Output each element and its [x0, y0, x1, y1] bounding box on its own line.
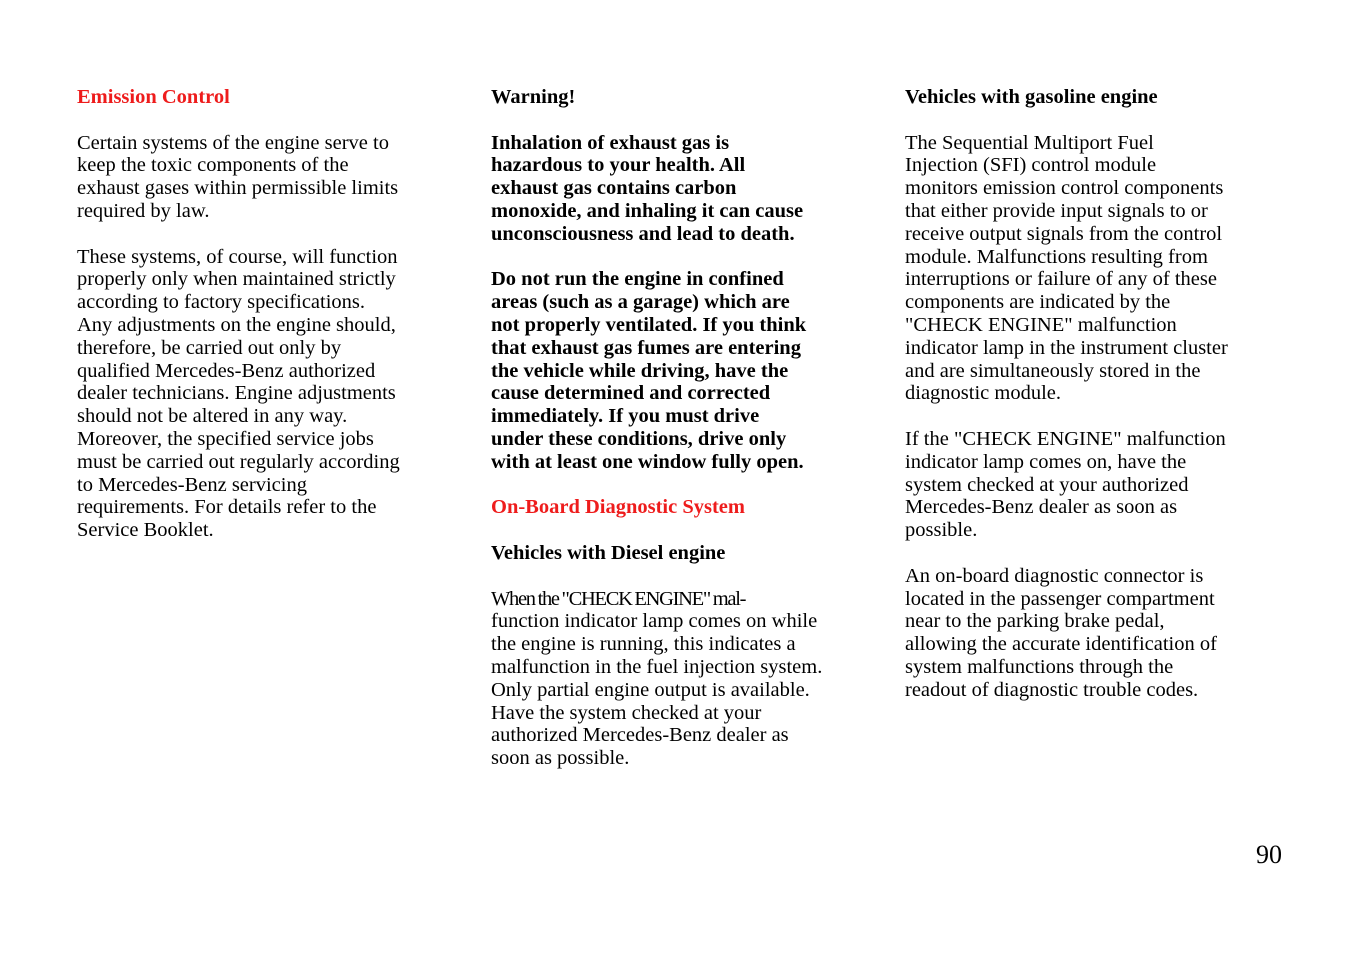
spacer: [77, 223, 449, 246]
column-emission-control: [77, 86, 449, 542]
text-line: dealer technicians. Engine adjustments: [77, 382, 396, 405]
sub-heading-gasoline-engine: Vehicles with gasoline engine: [905, 86, 1158, 108]
text-line: therefore, be carried out only by: [77, 336, 342, 359]
text-line: not properly ventilated. If you think: [491, 313, 807, 336]
text-line: monitors emission control components: [905, 177, 1224, 200]
text-line: located in the passenger compartment: [905, 587, 1215, 610]
text-line: hazardous to your health. All: [491, 154, 746, 177]
paragraph-check-engine-lamp: [905, 428, 1285, 542]
text-line: to Mercedes-Benz servicing: [77, 473, 307, 496]
warning-paragraph-confined-areas: [491, 268, 863, 473]
text-line: properly only when maintained strictly: [77, 268, 396, 291]
paragraph-sfi-module: [905, 132, 1285, 406]
spacer: [77, 109, 449, 132]
text-line: authorized Mercedes-Benz dealer as: [491, 724, 789, 747]
text-line: Do not run the engine in confined: [491, 268, 784, 291]
section-heading-on-board-diagnostic: On-Board Diagnostic System: [491, 496, 745, 519]
text-line: Inhalation of exhaust gas is: [491, 131, 730, 154]
text-line: Have the system checked at your: [491, 701, 762, 724]
text-line: monoxide, and inhaling it can cause: [491, 199, 804, 222]
text-line: required by law.: [77, 199, 210, 222]
paragraph-diesel-check-engine: [491, 588, 863, 770]
text-line: exhaust gases within permissible limits: [77, 177, 399, 200]
text-line: soon as possible.: [491, 747, 630, 770]
text-line: diagnostic module.: [905, 382, 1062, 405]
paragraph-emission-intro: [77, 132, 449, 223]
text-line: The Sequential Multiport Fuel: [905, 131, 1154, 154]
warning-paragraph-inhalation: [491, 132, 863, 246]
text-line: components are indicated by the: [905, 291, 1171, 314]
column-warning-diagnostic: [491, 86, 863, 770]
text-line: interruptions or failure of any of these: [905, 268, 1217, 291]
text-line: Only partial engine output is available.: [491, 678, 810, 701]
text-line: must be carried out regularly according: [77, 450, 400, 473]
spacer: [905, 405, 1285, 428]
text-line: that either provide input signals to or: [905, 199, 1208, 222]
spacer: [491, 565, 863, 588]
spacer: [905, 109, 1285, 132]
text-line: under these conditions, drive only: [491, 427, 787, 450]
text-line: immediately. If you must drive: [491, 405, 760, 428]
text-line: requirements. For details refer to the: [77, 496, 377, 519]
text-line: and are simultaneously stored in the: [905, 359, 1201, 382]
text-line: Certain systems of the engine serve to: [77, 131, 389, 154]
spacer: [491, 519, 863, 542]
text-line: Service Booklet.: [77, 519, 214, 542]
text-line: exhaust gas contains carbon: [491, 177, 737, 200]
paragraph-diagnostic-connector: [905, 565, 1285, 702]
spacer: [491, 474, 863, 497]
text-line: module. Malfunctions resulting from: [905, 245, 1208, 268]
paragraph-emission-maintenance: [77, 246, 449, 542]
text-line: Mercedes-Benz dealer as soon as: [905, 496, 1178, 519]
text-line: An on-board diagnostic connector is: [905, 564, 1204, 587]
text-line: "CHECK ENGINE" malfunction: [905, 313, 1177, 336]
text-line: areas (such as a garage) which are: [491, 291, 790, 314]
text-line: When the "CHECK ENGINE" mal-: [491, 587, 746, 610]
text-line: cause determined and corrected: [491, 382, 771, 405]
spacer: [491, 109, 863, 132]
text-line: with at least one window fully open.: [491, 450, 804, 473]
page-number: 90: [1256, 840, 1282, 869]
text-line: system checked at your authorized: [905, 473, 1189, 496]
text-line: allowing the accurate identification of: [905, 633, 1217, 656]
text-line: indicator lamp in the instrument cluster: [905, 336, 1228, 359]
text-line: Any adjustments on the engine should,: [77, 313, 396, 336]
text-line: readout of diagnostic trouble codes.: [905, 678, 1199, 701]
column-gasoline-engine: [905, 86, 1285, 702]
text-line: keep the toxic components of the: [77, 154, 349, 177]
text-line: that exhaust gas fumes are entering: [491, 336, 801, 359]
text-line: Injection (SFI) control module: [905, 154, 1157, 177]
section-heading-emission-control: Emission Control: [77, 86, 230, 108]
text-line: should not be altered in any way.: [77, 405, 348, 428]
spacer: [491, 246, 863, 269]
text-line: the vehicle while driving, have the: [491, 359, 789, 382]
sub-heading-diesel-engine: Vehicles with Diesel engine: [491, 541, 726, 564]
text-line: the engine is running, this indicates a: [491, 633, 796, 656]
text-line: system malfunctions through the: [905, 655, 1174, 678]
text-line: malfunction in the fuel injection system.: [491, 655, 823, 678]
spacer: [905, 542, 1285, 565]
text-line: possible.: [905, 519, 978, 542]
text-line: These systems, of course, will function: [77, 245, 398, 268]
text-line: function indicator lamp comes on while: [491, 610, 818, 633]
warning-heading: Warning!: [491, 86, 576, 108]
text-line: according to factory specifications.: [77, 291, 366, 314]
text-line: qualified Mercedes-Benz authorized: [77, 359, 376, 382]
text-line: Moreover, the specified service jobs: [77, 427, 374, 450]
text-line: If the "CHECK ENGINE" malfunction: [905, 427, 1226, 450]
text-line: receive output signals from the control: [905, 222, 1223, 245]
text-line: near to the parking brake pedal,: [905, 610, 1165, 633]
text-line: unconsciousness and lead to death.: [491, 222, 795, 245]
text-line: indicator lamp comes on, have the: [905, 450, 1187, 473]
